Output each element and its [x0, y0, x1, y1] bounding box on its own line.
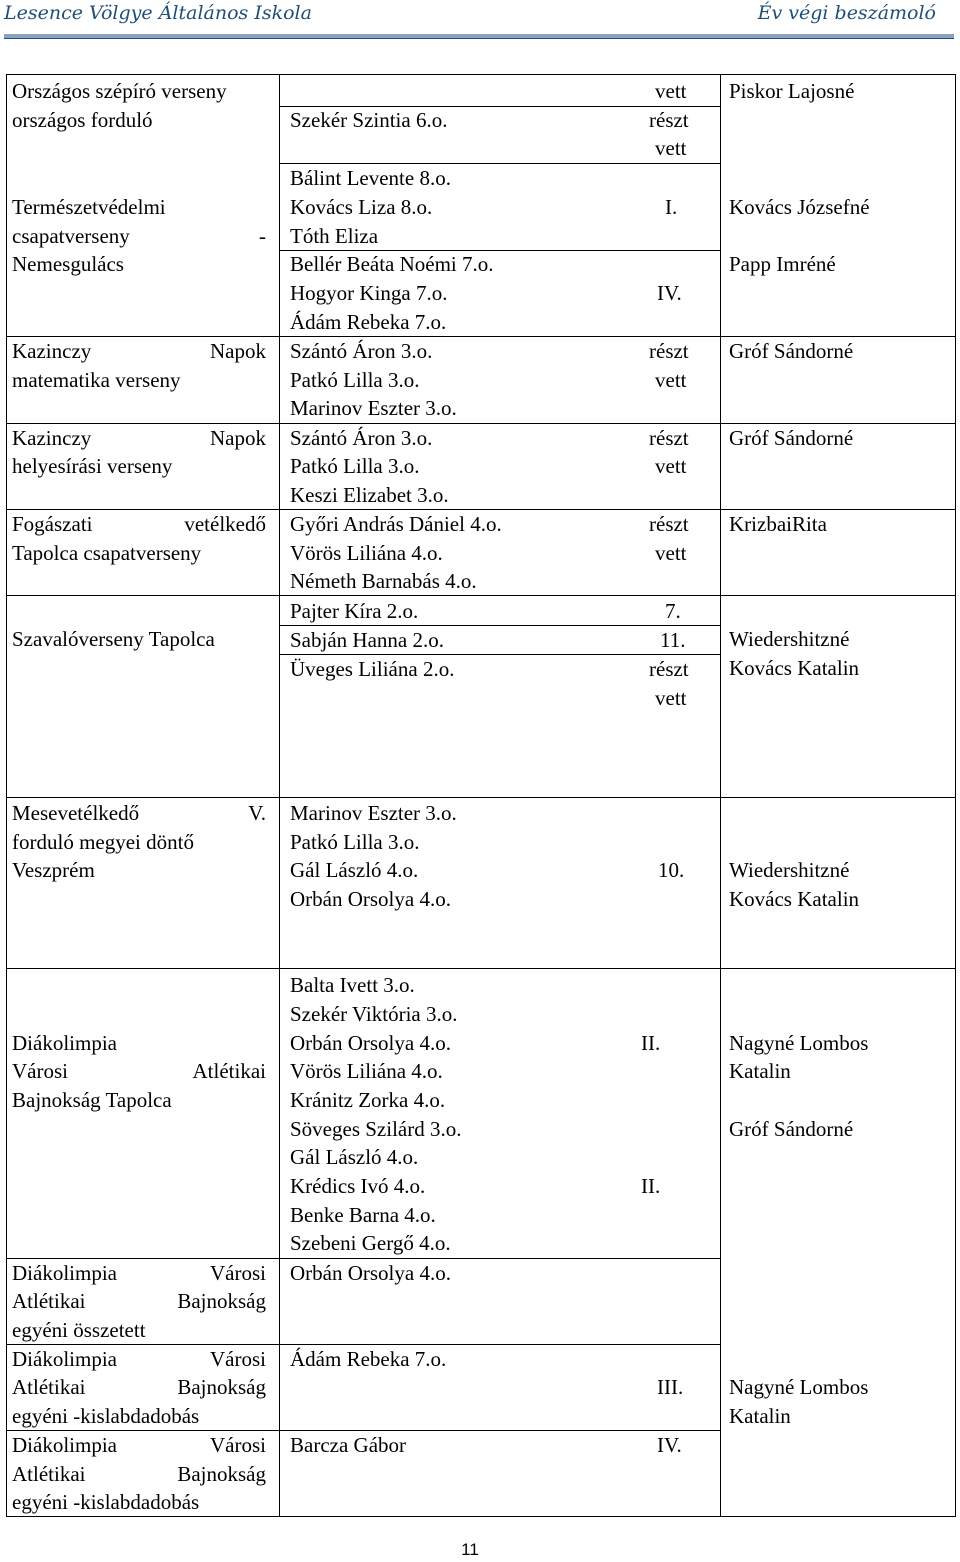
student-name: Szekér Szintia 6.o. — [290, 108, 448, 132]
column-divider — [279, 74, 280, 1517]
student-name: Benke Barna 4.o. — [290, 1203, 436, 1227]
student-name: Hogyor Kinga 7.o. — [290, 281, 448, 305]
teacher-name: Gróf Sándorné — [729, 1117, 854, 1141]
teacher-name: Kovács Katalin — [729, 887, 860, 911]
competition-name: Diákolimpia Városi — [12, 1433, 266, 1457]
teacher-name: Gróf Sándorné — [729, 426, 854, 450]
student-name: Bálint Levente 8.o. — [290, 166, 451, 190]
result: vett — [655, 454, 687, 478]
table-border-left — [6, 74, 7, 1517]
column-divider — [720, 74, 721, 1517]
report-title: Év végi beszámoló — [757, 2, 936, 24]
result: II. — [641, 1174, 661, 1198]
student-name: Szántó Áron 3.o. — [290, 339, 433, 363]
teacher-name: Piskor Lajosné — [729, 79, 855, 103]
teacher-name: Kovács Józsefné — [729, 195, 870, 219]
student-name: Marinov Eszter 3.o. — [290, 801, 457, 825]
student-name: Szántó Áron 3.o. — [290, 426, 433, 450]
student-name: Szekér Viktória 3.o. — [290, 1002, 458, 1026]
result: IV. — [657, 281, 682, 305]
student-name: Vörös Liliána 4.o. — [290, 541, 443, 565]
student-name: Gál László 4.o. — [290, 1145, 419, 1169]
student-name: Győri András Dániel 4.o. — [290, 512, 502, 536]
competition-name: helyesírási verseny — [12, 454, 173, 478]
student-name: Orbán Orsolya 4.o. — [290, 1261, 451, 1285]
competition-name: Nemesgulács — [12, 252, 124, 276]
competition-name: Diákolimpia — [12, 1031, 117, 1055]
result: részt — [649, 512, 689, 536]
row-divider — [6, 797, 956, 798]
result: 7. — [665, 599, 681, 623]
student-name: Bellér Beáta Noémi 7.o. — [290, 252, 494, 276]
competition-name: Városi Atlétikai — [12, 1059, 266, 1083]
result: I. — [665, 195, 678, 219]
competition-name: matematika verseny — [12, 368, 181, 392]
competition-name: Tapolca csapatverseny — [12, 541, 202, 565]
student-name: Keszi Elizabet 3.o. — [290, 483, 449, 507]
competition-name: Atlétikai Bajnokság — [12, 1375, 266, 1399]
student-name: Orbán Orsolya 4.o. — [290, 1031, 451, 1055]
result: vett — [655, 136, 687, 160]
result: vett — [655, 686, 687, 710]
student-name: Ádám Rebeka 7.o. — [290, 1347, 447, 1371]
teacher-name: Wiedershitzné — [729, 858, 850, 882]
header-rule — [4, 34, 954, 39]
result: IV. — [657, 1433, 682, 1457]
teacher-name: Wiedershitzné — [729, 627, 850, 651]
competition-name: Veszprém — [12, 858, 95, 882]
result: III. — [657, 1375, 684, 1399]
competition-name: forduló megyei döntő — [12, 830, 194, 854]
competition-name: Atlétikai Bajnokság — [12, 1289, 266, 1313]
teacher-name: Katalin — [729, 1404, 791, 1428]
competition-name: csapatverseny - — [12, 224, 266, 248]
competition-name: Diákolimpia Városi — [12, 1261, 266, 1285]
student-name: Kránitz Zorka 4.o. — [290, 1088, 446, 1112]
student-name: Vörös Liliána 4.o. — [290, 1059, 443, 1083]
competition-name: Bajnokság Tapolca — [12, 1088, 172, 1112]
teacher-name: KrizbaiRita — [729, 512, 827, 536]
student-name: Barcza Gábor — [290, 1433, 407, 1457]
table-border-right — [955, 74, 956, 1517]
page-number: 11 — [461, 1540, 479, 1559]
student-name: Ádám Rebeka 7.o. — [290, 310, 447, 334]
student-name: Szebeni Gergő 4.o. — [290, 1231, 451, 1255]
competition-name: Fogászati vetélkedő — [12, 512, 266, 536]
teacher-name: Papp Imréné — [729, 252, 836, 276]
result: II. — [641, 1031, 661, 1055]
competition-name: Országos szépíró verseny — [12, 79, 227, 103]
competition-name: Mesevetélkedő V. — [12, 801, 266, 825]
competition-name: Természetvédelmi — [12, 195, 166, 219]
student-name: Marinov Eszter 3.o. — [290, 396, 457, 420]
row-divider — [6, 595, 956, 596]
result: 10. — [658, 858, 685, 882]
student-name: Söveges Szilárd 3.o. — [290, 1117, 462, 1141]
result: részt — [649, 339, 689, 363]
student-name: Németh Barnabás 4.o. — [290, 569, 477, 593]
row-divider — [6, 968, 956, 969]
student-name: Üveges Liliána 2.o. — [290, 657, 455, 681]
competition-name: országos forduló — [12, 108, 153, 132]
result: részt — [649, 426, 689, 450]
student-name: Gál László 4.o. — [290, 858, 419, 882]
result: 11. — [660, 628, 686, 652]
page-header — [0, 0, 960, 40]
student-name: Patkó Lilla 3.o. — [290, 830, 420, 854]
competition-name: Diákolimpia Városi — [12, 1347, 266, 1371]
student-name: Pajter Kíra 2.o. — [290, 599, 419, 623]
student-name: Patkó Lilla 3.o. — [290, 368, 420, 392]
teacher-name: Gróf Sándorné — [729, 339, 854, 363]
student-name: Krédics Ivó 4.o. — [290, 1174, 426, 1198]
competition-name: egyéni összetett — [12, 1318, 146, 1342]
teacher-name: Nagyné Lombos — [729, 1375, 869, 1399]
result: részt — [649, 108, 689, 132]
student-name: Patkó Lilla 3.o. — [290, 454, 420, 478]
competition-name: Atlétikai Bajnokság — [12, 1462, 266, 1486]
competition-name: Kazinczy Napok — [12, 339, 266, 363]
student-name: Orbán Orsolya 4.o. — [290, 887, 451, 911]
competition-name: egyéni -kislabdadobás — [12, 1490, 200, 1514]
result: vett — [655, 541, 687, 565]
teacher-name: Katalin — [729, 1059, 791, 1083]
competition-name: egyéni -kislabdadobás — [12, 1404, 200, 1428]
school-name: Lesence Völgye Általános Iskola — [4, 2, 312, 24]
result: vett — [655, 368, 687, 392]
result: részt — [649, 657, 689, 681]
teacher-name: Kovács Katalin — [729, 656, 860, 680]
competition-name: Szavalóverseny Tapolca — [12, 627, 215, 651]
teacher-name: Nagyné Lombos — [729, 1031, 869, 1055]
row-divider — [6, 74, 956, 75]
competition-name: Kazinczy Napok — [12, 426, 266, 450]
result: vett — [655, 79, 687, 103]
student-name: Balta Ivett 3.o. — [290, 973, 415, 997]
student-name: Kovács Liza 8.o. — [290, 195, 433, 219]
student-name: Tóth Eliza — [290, 224, 379, 248]
student-name: Sabján Hanna 2.o. — [290, 628, 444, 652]
